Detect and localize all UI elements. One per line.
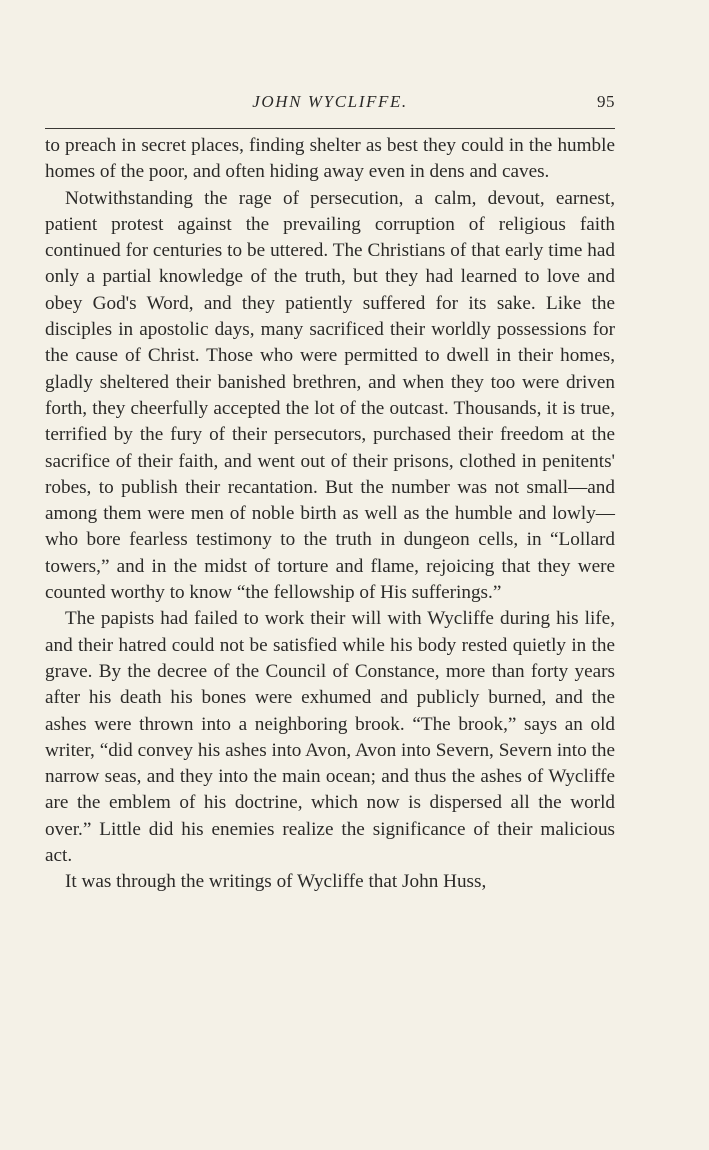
paragraph: The papists had failed to work their will with Wycliffe during his life, and their hatred could not be satisfied while his body rested quietly in the grave. By the decree of the Council of Constance, more than forty years after his death his bones were exhumed and publicly burned, and the ashes were thrown into a neighboring brook. “The brook,” says an old writer, “did convey his ashes into Avon, Avon into Severn, Severn into the narrow seas, and they into the main ocean; and thus the ashes of Wycliffe are the emblem of his doctrine, which now is dispersed all the world over.” Little did his enemies realize the significance of their malicious act. <box>45 608 615 867</box>
paragraph: Notwithstanding the rage of persecution, a calm, devout, earnest, patient protest against the prevailing corruption of religious faith continued for centuries to be uttered. The Christians of that early time had only a partial knowledge of the truth, but they had learned to love and obey God's Word, and they patiently suffered for its sake. Like the disciples in apostolic days, many sacrificed their worldly possessions for the cause of Christ. Those who were permitted to dwell in their homes, gladly sheltered their banished brethren, and when they too were driven forth, they cheerfully accepted the lot of the outcast. Thousands, it is true, terrified by the fury of their persecutors, purchased their freedom at the sacrifice of their faith, and went out of their prisons, clothed in penitents' robes, to publish their recantation. But the number was not small—and among them were men of noble birth as well as the humble and lowly—who bore fearless testimony to the truth in dungeon cells, in “Lollard towers,” and in the midst of torture and flame, rejoicing that they were counted worthy to know “the fellowship of His sufferings.” <box>45 187 615 604</box>
page-number: 95 <box>597 92 615 111</box>
header-rule <box>45 128 615 129</box>
paragraph: It was through the writings of Wycliffe that John Huss, <box>65 871 487 893</box>
book-page <box>45 0 615 1150</box>
running-title: JOHN WYCLIFFE. <box>252 92 408 111</box>
body-text <box>45 133 615 896</box>
page-header <box>45 88 615 116</box>
paragraph-continued: to preach in secret places, finding shelter as best they could in the humble homes of the poor, and often hiding away even in dens and caves. <box>45 135 615 183</box>
